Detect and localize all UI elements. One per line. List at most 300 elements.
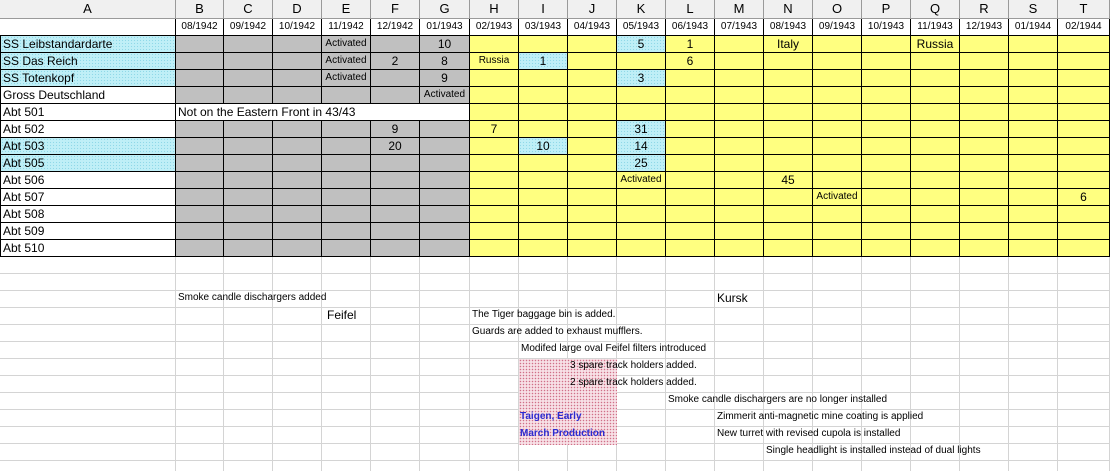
column-header-i[interactable]: I [519, 0, 568, 19]
sheet-cell[interactable] [568, 291, 617, 308]
sheet-cell[interactable] [273, 393, 322, 410]
data-cell[interactable]: 10 [420, 36, 470, 53]
timeline-cell[interactable] [568, 172, 617, 189]
timeline-cell[interactable] [1058, 104, 1110, 121]
timeline-cell[interactable] [1009, 53, 1058, 70]
timeline-cell[interactable] [519, 121, 568, 138]
timeline-cell[interactable] [176, 87, 224, 104]
timeline-cell[interactable] [420, 206, 470, 223]
timeline-cell[interactable] [322, 206, 371, 223]
sheet-cell[interactable] [911, 393, 960, 410]
data-cell[interactable]: 9 [420, 70, 470, 87]
sheet-cell[interactable] [813, 325, 862, 342]
sheet-cell[interactable] [470, 257, 519, 274]
sheet-cell[interactable] [371, 410, 420, 427]
sheet-cell[interactable] [960, 393, 1009, 410]
timeline-cell[interactable] [371, 36, 420, 53]
sheet-cell[interactable] [862, 461, 911, 471]
date-header-cell[interactable]: 07/1943 [715, 19, 764, 36]
sheet-cell[interactable] [0, 410, 176, 427]
timeline-cell[interactable] [519, 36, 568, 53]
timeline-cell[interactable] [568, 155, 617, 172]
sheet-cell[interactable] [960, 376, 1009, 393]
timeline-cell[interactable] [1058, 206, 1110, 223]
sheet-cell[interactable] [470, 291, 519, 308]
timeline-cell[interactable] [960, 206, 1009, 223]
sheet-cell[interactable] [764, 308, 813, 325]
timeline-cell[interactable] [420, 189, 470, 206]
timeline-cell[interactable] [470, 36, 519, 53]
sheet-cell[interactable] [1058, 427, 1110, 444]
timeline-cell[interactable] [470, 206, 519, 223]
sheet-cell[interactable] [911, 342, 960, 359]
timeline-cell[interactable] [420, 138, 470, 155]
timeline-cell[interactable] [176, 223, 224, 240]
sheet-cell[interactable] [224, 359, 273, 376]
timeline-cell[interactable] [273, 36, 322, 53]
sheet-cell[interactable] [176, 427, 224, 444]
sheet-cell[interactable] [666, 291, 715, 308]
data-cell[interactable]: 25 [617, 155, 666, 172]
sheet-cell[interactable] [1009, 461, 1058, 471]
sheet-cell[interactable] [617, 393, 666, 410]
sheet-cell[interactable] [666, 461, 715, 471]
timeline-cell[interactable] [862, 87, 911, 104]
timeline-cell[interactable] [813, 104, 862, 121]
timeline-cell[interactable] [568, 70, 617, 87]
sheet-cell[interactable] [371, 291, 420, 308]
sheet-cell[interactable] [224, 393, 273, 410]
sheet-cell[interactable] [322, 444, 371, 461]
sheet-cell[interactable] [420, 359, 470, 376]
sheet-cell[interactable] [224, 342, 273, 359]
timeline-cell[interactable] [1058, 53, 1110, 70]
timeline-cell[interactable] [960, 70, 1009, 87]
sheet-cell[interactable] [371, 461, 420, 471]
timeline-cell[interactable] [176, 121, 224, 138]
data-cell[interactable]: 31 [617, 121, 666, 138]
timeline-cell[interactable] [420, 240, 470, 257]
date-header-cell[interactable]: 08/1942 [176, 19, 224, 36]
sheet-cell[interactable] [715, 325, 764, 342]
date-header-cell[interactable]: 10/1943 [862, 19, 911, 36]
unit-name-cell[interactable]: SS Das Reich [0, 53, 176, 70]
sheet-cell[interactable] [568, 444, 617, 461]
timeline-cell[interactable] [911, 53, 960, 70]
unit-name-cell[interactable]: Abt 505 [0, 155, 176, 172]
timeline-cell[interactable] [470, 189, 519, 206]
sheet-cell[interactable] [371, 308, 420, 325]
sheet-cell[interactable] [715, 308, 764, 325]
timeline-cell[interactable] [666, 240, 715, 257]
sheet-cell[interactable] [470, 393, 519, 410]
sheet-cell[interactable] [0, 308, 176, 325]
sheet-cell[interactable] [862, 376, 911, 393]
sheet-cell[interactable] [273, 325, 322, 342]
sheet-cell[interactable] [371, 274, 420, 291]
sheet-cell[interactable] [420, 410, 470, 427]
unit-name-cell[interactable]: Abt 508 [0, 206, 176, 223]
timeline-cell[interactable] [862, 138, 911, 155]
timeline-cell[interactable] [764, 121, 813, 138]
date-header-cell[interactable]: 08/1943 [764, 19, 813, 36]
timeline-cell[interactable] [420, 223, 470, 240]
timeline-cell[interactable] [666, 172, 715, 189]
timeline-cell[interactable] [470, 70, 519, 87]
sheet-cell[interactable] [813, 308, 862, 325]
sheet-cell[interactable] [273, 359, 322, 376]
timeline-cell[interactable] [715, 53, 764, 70]
sheet-cell[interactable] [813, 461, 862, 471]
timeline-cell[interactable] [470, 104, 519, 121]
timeline-cell[interactable] [273, 155, 322, 172]
sheet-cell[interactable] [960, 274, 1009, 291]
timeline-cell[interactable] [568, 240, 617, 257]
sheet-cell[interactable] [862, 308, 911, 325]
sheet-cell[interactable] [0, 444, 176, 461]
timeline-cell[interactable] [715, 70, 764, 87]
timeline-cell[interactable] [224, 155, 273, 172]
timeline-cell[interactable] [666, 70, 715, 87]
sheet-cell[interactable] [0, 359, 176, 376]
timeline-cell[interactable] [322, 155, 371, 172]
date-header-cell[interactable]: 05/1943 [617, 19, 666, 36]
timeline-cell[interactable] [1058, 138, 1110, 155]
timeline-cell[interactable] [470, 240, 519, 257]
data-cell[interactable]: 45 [764, 172, 813, 189]
timeline-cell[interactable] [224, 189, 273, 206]
timeline-cell[interactable] [1058, 70, 1110, 87]
sheet-cell[interactable] [371, 257, 420, 274]
sheet-cell[interactable] [617, 291, 666, 308]
data-cell[interactable]: Activated [322, 53, 371, 70]
sheet-cell[interactable] [519, 274, 568, 291]
timeline-cell[interactable] [813, 87, 862, 104]
timeline-cell[interactable] [1058, 155, 1110, 172]
timeline-cell[interactable] [911, 189, 960, 206]
sheet-cell[interactable] [764, 274, 813, 291]
sheet-cell[interactable] [617, 410, 666, 427]
sheet-cell[interactable] [0, 427, 176, 444]
data-cell[interactable]: Activated [617, 172, 666, 189]
timeline-cell[interactable] [960, 223, 1009, 240]
sheet-cell[interactable] [371, 393, 420, 410]
date-header-cell[interactable]: 01/1943 [420, 19, 470, 36]
sheet-cell[interactable] [1009, 291, 1058, 308]
timeline-cell[interactable] [764, 223, 813, 240]
data-cell[interactable]: 2 [371, 53, 420, 70]
timeline-cell[interactable] [715, 240, 764, 257]
column-header-q[interactable]: Q [911, 0, 960, 19]
unit-name-cell[interactable]: Abt 509 [0, 223, 176, 240]
sheet-cell[interactable] [224, 257, 273, 274]
data-cell[interactable]: 6 [1058, 189, 1110, 206]
column-header-p[interactable]: P [862, 0, 911, 19]
data-cell[interactable]: 7 [470, 121, 519, 138]
sheet-cell[interactable] [617, 308, 666, 325]
sheet-cell[interactable] [176, 342, 224, 359]
sheet-cell[interactable] [911, 376, 960, 393]
data-cell[interactable]: 1 [666, 36, 715, 53]
sheet-cell[interactable] [224, 427, 273, 444]
timeline-cell[interactable] [371, 206, 420, 223]
sheet-cell[interactable] [960, 359, 1009, 376]
timeline-cell[interactable] [519, 70, 568, 87]
sheet-cell[interactable] [273, 274, 322, 291]
timeline-cell[interactable] [371, 70, 420, 87]
column-header-t[interactable]: T [1058, 0, 1110, 19]
sheet-cell[interactable] [420, 342, 470, 359]
timeline-cell[interactable] [862, 206, 911, 223]
column-header-l[interactable]: L [666, 0, 715, 19]
sheet-cell[interactable] [715, 461, 764, 471]
sheet-cell[interactable] [371, 342, 420, 359]
sheet-cell[interactable] [1058, 410, 1110, 427]
timeline-cell[interactable] [519, 206, 568, 223]
abt501-note[interactable]: Not on the Eastern Front in 43/43 [176, 104, 470, 121]
sheet-cell[interactable] [715, 359, 764, 376]
sheet-cell[interactable] [1058, 359, 1110, 376]
timeline-cell[interactable] [322, 87, 371, 104]
sheet-cell[interactable] [1058, 257, 1110, 274]
sheet-cell[interactable] [1058, 376, 1110, 393]
timeline-cell[interactable] [617, 87, 666, 104]
sheet-cell[interactable] [0, 461, 176, 471]
date-header-cell[interactable]: 01/1944 [1009, 19, 1058, 36]
timeline-cell[interactable] [862, 104, 911, 121]
sheet-cell[interactable] [470, 410, 519, 427]
data-cell[interactable]: Activated [322, 70, 371, 87]
sheet-cell[interactable] [420, 427, 470, 444]
timeline-cell[interactable] [666, 121, 715, 138]
timeline-cell[interactable] [911, 223, 960, 240]
timeline-cell[interactable] [1009, 70, 1058, 87]
timeline-cell[interactable] [617, 189, 666, 206]
timeline-cell[interactable] [911, 155, 960, 172]
sheet-cell[interactable] [176, 325, 224, 342]
timeline-cell[interactable] [715, 189, 764, 206]
sheet-cell[interactable] [420, 257, 470, 274]
sheet-cell[interactable] [224, 444, 273, 461]
sheet-cell[interactable] [371, 376, 420, 393]
timeline-cell[interactable] [813, 223, 862, 240]
data-cell[interactable]: 8 [420, 53, 470, 70]
timeline-cell[interactable] [764, 138, 813, 155]
timeline-cell[interactable] [764, 104, 813, 121]
timeline-cell[interactable] [273, 206, 322, 223]
timeline-cell[interactable] [273, 189, 322, 206]
sheet-cell[interactable] [1009, 410, 1058, 427]
sheet-cell[interactable] [470, 461, 519, 471]
sheet-cell[interactable] [322, 325, 371, 342]
timeline-cell[interactable] [224, 70, 273, 87]
sheet-cell[interactable] [1058, 291, 1110, 308]
sheet-cell[interactable] [371, 359, 420, 376]
sheet-cell[interactable] [1009, 274, 1058, 291]
timeline-cell[interactable] [273, 121, 322, 138]
sheet-cell[interactable] [176, 444, 224, 461]
timeline-cell[interactable] [224, 36, 273, 53]
timeline-cell[interactable] [666, 223, 715, 240]
sheet-cell[interactable] [470, 427, 519, 444]
date-header-cell[interactable]: 04/1943 [568, 19, 617, 36]
sheet-cell[interactable] [224, 461, 273, 471]
data-cell[interactable]: Russia [911, 36, 960, 53]
timeline-cell[interactable] [1058, 240, 1110, 257]
timeline-cell[interactable] [224, 240, 273, 257]
timeline-cell[interactable] [666, 104, 715, 121]
timeline-cell[interactable] [1058, 223, 1110, 240]
timeline-cell[interactable] [176, 240, 224, 257]
timeline-cell[interactable] [568, 189, 617, 206]
column-header-e[interactable]: E [322, 0, 371, 19]
unit-name-cell[interactable]: Abt 506 [0, 172, 176, 189]
timeline-cell[interactable] [960, 155, 1009, 172]
timeline-cell[interactable] [224, 121, 273, 138]
timeline-cell[interactable] [224, 53, 273, 70]
sheet-cell[interactable] [519, 461, 568, 471]
sheet-cell[interactable] [224, 410, 273, 427]
timeline-cell[interactable] [764, 87, 813, 104]
sheet-cell[interactable] [715, 257, 764, 274]
sheet-cell[interactable] [322, 376, 371, 393]
sheet-cell[interactable] [1058, 342, 1110, 359]
data-cell[interactable]: 20 [371, 138, 420, 155]
sheet-cell[interactable] [911, 359, 960, 376]
sheet-cell[interactable] [813, 359, 862, 376]
timeline-cell[interactable] [322, 121, 371, 138]
timeline-cell[interactable] [960, 138, 1009, 155]
timeline-cell[interactable] [813, 70, 862, 87]
sheet-cell[interactable] [371, 444, 420, 461]
timeline-cell[interactable] [322, 138, 371, 155]
date-header-cell[interactable]: 09/1943 [813, 19, 862, 36]
timeline-cell[interactable] [519, 172, 568, 189]
unit-name-cell[interactable]: Abt 503 [0, 138, 176, 155]
sheet-cell[interactable] [960, 257, 1009, 274]
timeline-cell[interactable] [617, 223, 666, 240]
sheet-cell[interactable] [568, 461, 617, 471]
timeline-cell[interactable] [273, 70, 322, 87]
sheet-cell[interactable] [322, 291, 371, 308]
timeline-cell[interactable] [715, 223, 764, 240]
timeline-cell[interactable] [715, 36, 764, 53]
sheet-cell[interactable] [1058, 274, 1110, 291]
column-header-r[interactable]: R [960, 0, 1009, 19]
timeline-cell[interactable] [224, 172, 273, 189]
timeline-cell[interactable] [715, 121, 764, 138]
timeline-cell[interactable] [470, 172, 519, 189]
timeline-cell[interactable] [911, 104, 960, 121]
timeline-cell[interactable] [568, 206, 617, 223]
sheet-cell[interactable] [519, 257, 568, 274]
sheet-cell[interactable] [273, 376, 322, 393]
sheet-cell[interactable] [862, 274, 911, 291]
timeline-cell[interactable] [764, 189, 813, 206]
timeline-cell[interactable] [420, 155, 470, 172]
timeline-cell[interactable] [371, 240, 420, 257]
sheet-cell[interactable] [1009, 427, 1058, 444]
timeline-cell[interactable] [764, 53, 813, 70]
timeline-cell[interactable] [715, 172, 764, 189]
timeline-cell[interactable] [1009, 87, 1058, 104]
timeline-cell[interactable] [862, 189, 911, 206]
timeline-cell[interactable] [666, 87, 715, 104]
timeline-cell[interactable] [666, 138, 715, 155]
sheet-cell[interactable] [1009, 359, 1058, 376]
sheet-cell[interactable] [764, 325, 813, 342]
timeline-cell[interactable] [568, 121, 617, 138]
timeline-cell[interactable] [1058, 87, 1110, 104]
timeline-cell[interactable] [813, 36, 862, 53]
sheet-cell[interactable] [273, 410, 322, 427]
sheet-cell[interactable] [470, 444, 519, 461]
sheet-cell[interactable] [420, 308, 470, 325]
unit-name-cell[interactable]: Abt 510 [0, 240, 176, 257]
sheet-cell[interactable] [813, 291, 862, 308]
sheet-cell[interactable] [470, 342, 519, 359]
timeline-cell[interactable] [617, 53, 666, 70]
unit-name-cell[interactable]: Abt 502 [0, 121, 176, 138]
timeline-cell[interactable] [1009, 206, 1058, 223]
timeline-cell[interactable] [911, 172, 960, 189]
timeline-cell[interactable] [420, 121, 470, 138]
sheet-cell[interactable] [224, 376, 273, 393]
sheet-cell[interactable] [617, 444, 666, 461]
column-header-c[interactable]: C [224, 0, 273, 19]
timeline-cell[interactable] [1009, 223, 1058, 240]
sheet-cell[interactable] [1058, 325, 1110, 342]
sheet-cell[interactable] [617, 274, 666, 291]
sheet-cell[interactable] [715, 444, 764, 461]
sheet-cell[interactable] [470, 359, 519, 376]
sheet-cell[interactable] [715, 342, 764, 359]
date-header-cell[interactable]: 11/1942 [322, 19, 371, 36]
date-header-cell[interactable]: 11/1943 [911, 19, 960, 36]
sheet-cell[interactable] [764, 257, 813, 274]
sheet-cell[interactable] [322, 257, 371, 274]
sheet-cell[interactable] [273, 308, 322, 325]
sheet-cell[interactable] [764, 376, 813, 393]
timeline-cell[interactable] [960, 87, 1009, 104]
sheet-cell[interactable] [960, 461, 1009, 471]
timeline-cell[interactable] [176, 206, 224, 223]
sheet-cell[interactable] [420, 376, 470, 393]
sheet-cell[interactable] [666, 325, 715, 342]
timeline-cell[interactable] [715, 206, 764, 223]
sheet-cell[interactable] [0, 257, 176, 274]
timeline-cell[interactable] [568, 104, 617, 121]
timeline-cell[interactable] [764, 155, 813, 172]
column-header-k[interactable]: K [617, 0, 666, 19]
timeline-cell[interactable] [1009, 240, 1058, 257]
column-header-f[interactable]: F [371, 0, 420, 19]
timeline-cell[interactable] [813, 155, 862, 172]
sheet-cell[interactable] [519, 291, 568, 308]
column-header-s[interactable]: S [1009, 0, 1058, 19]
timeline-cell[interactable] [224, 87, 273, 104]
unit-name-cell[interactable]: SS Leibstandardarte [0, 36, 176, 53]
unit-name-cell[interactable]: Abt 501 [0, 104, 176, 121]
sheet-cell[interactable] [273, 461, 322, 471]
sheet-cell[interactable] [813, 257, 862, 274]
timeline-cell[interactable] [911, 87, 960, 104]
timeline-cell[interactable] [470, 223, 519, 240]
column-header-b[interactable]: B [176, 0, 224, 19]
timeline-cell[interactable] [862, 70, 911, 87]
timeline-cell[interactable] [1058, 121, 1110, 138]
timeline-cell[interactable] [862, 121, 911, 138]
